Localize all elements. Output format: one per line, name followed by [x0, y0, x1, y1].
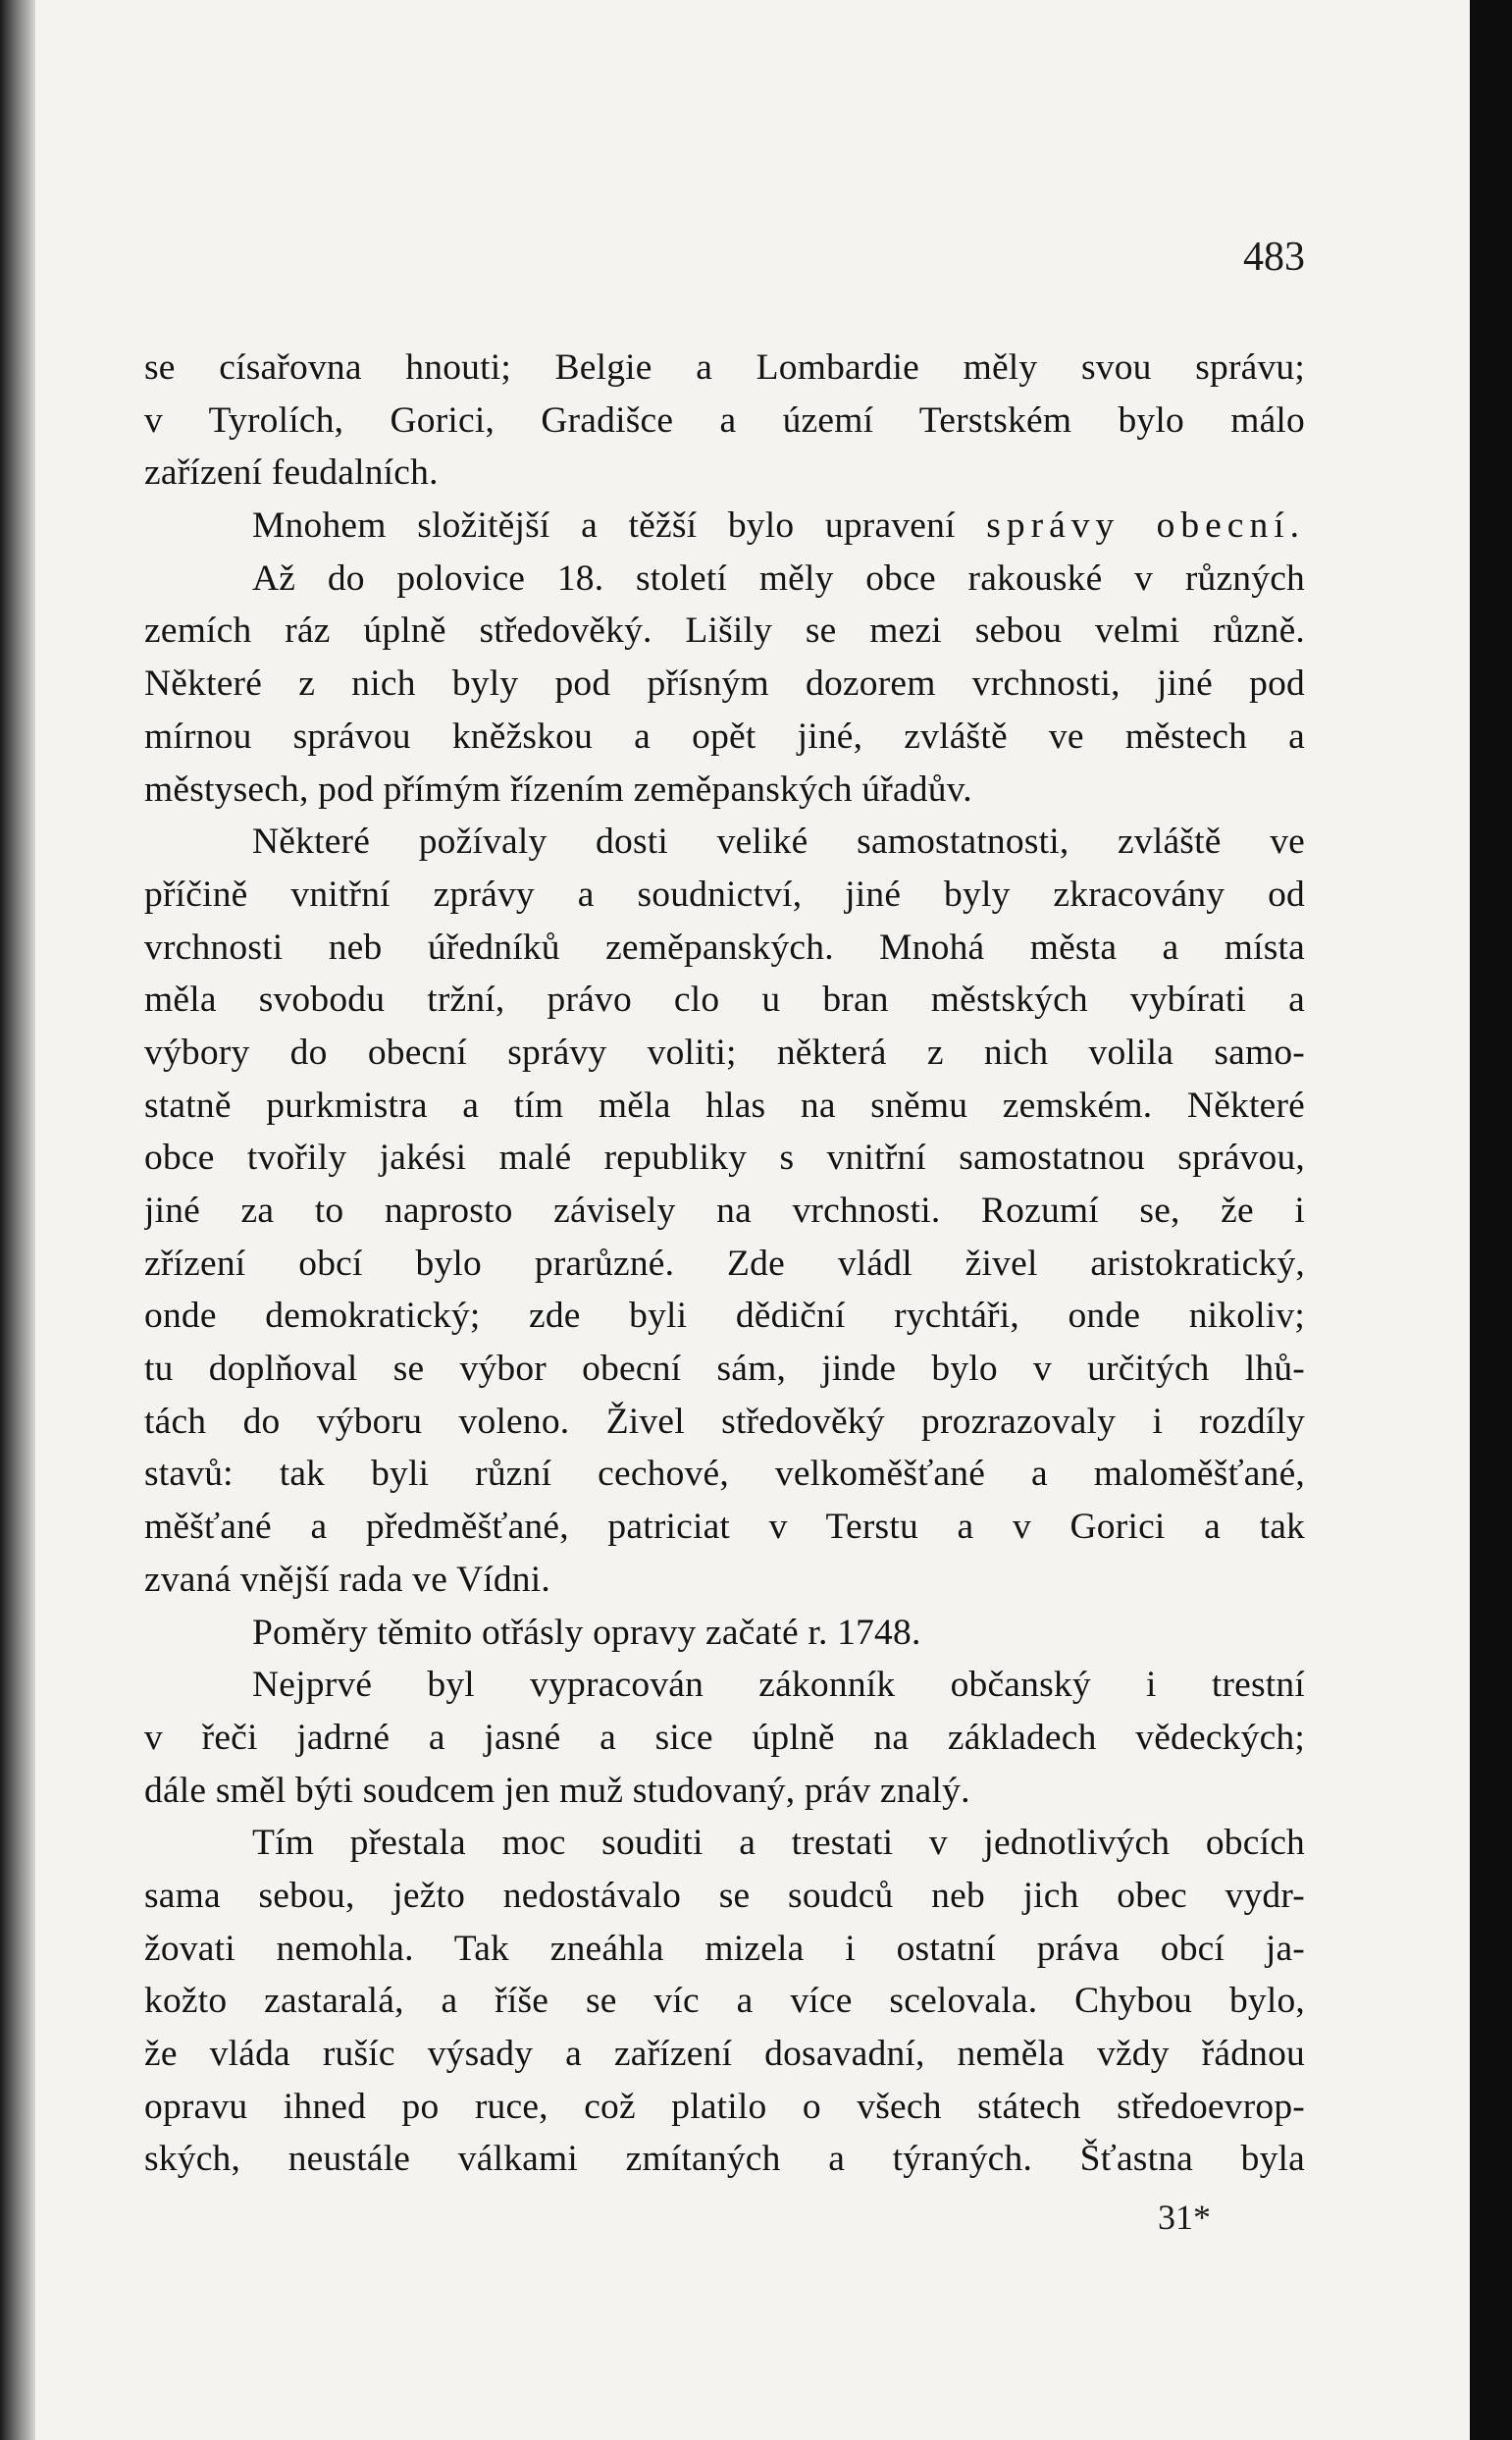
text-line: žovati nemohla. Tak zneáhla mizela i ostatní práva obcí ja-: [144, 1928, 1305, 1969]
text-line: kožto zastaralá, a říše se víc a více scelovala. Chybou bylo,: [144, 1981, 1305, 2022]
text-line: Tím přestala moc souditi a trestati v jednotlivých obcích: [252, 1823, 1305, 1864]
spaced-emphasis: správy obecní.: [986, 505, 1305, 547]
text-line: Některé požívaly dosti veliké samostatnosti, zvláště ve: [252, 822, 1305, 863]
text-line: zřízení obcí bylo prarůzné. Zde vládl živel aristokratický,: [144, 1243, 1305, 1284]
text-line: dále směl býti soudcem jen muž studovaný, práv znalý.: [144, 1770, 970, 1811]
text-line: opravu ihned po ruce, což platilo o všech státech středoevrop-: [144, 2086, 1305, 2127]
text-line: Některé z nich byly pod přísným dozorem vrchnosti, jiné pod: [144, 663, 1305, 705]
text-line: měla svobodu tržní, právo clo u bran městských vybírati a: [144, 980, 1305, 1021]
text-line: výbory do obecní správy voliti; některá z nich volila samo-: [144, 1032, 1305, 1073]
signature-mark: 31*: [1158, 2198, 1211, 2237]
body-text: [144, 342, 1305, 2186]
text-line: zemích ráz úplně středověký. Lišily se mezi sebou velmi různě.: [144, 610, 1305, 652]
text-line: sama sebou, ježto nedostávalo se soudců neb jich obec vydr-: [144, 1875, 1305, 1916]
text-line: zvaná vnější rada ve Vídni.: [144, 1559, 550, 1600]
text-line: onde demokratický; zde byli dědiční rychtáři, onde nikoliv;: [144, 1296, 1305, 1337]
binding-shadow: [0, 0, 35, 2440]
text-line: městysech, pod přímým řízením zeměpanských úřadův.: [144, 769, 972, 810]
text-line: vrchnosti neb úředníků zeměpanských. Mnohá města a místa: [144, 927, 1305, 968]
text-line: obce tvořily jakési malé republiky s vnitřní samostatnou správou,: [144, 1138, 1305, 1179]
text-line: v Tyrolích, Gorici, Gradišce a území Terstském bylo málo: [144, 399, 1305, 441]
text-line: mírnou správou kněžskou a opět jiné, zvláště ve městech a: [144, 716, 1305, 757]
text-line: tách do výboru voleno. Živel středověký prozrazovaly i rozdíly: [144, 1401, 1305, 1442]
text-line: v řeči jadrné a jasné a sice úplně na základech vědeckých;: [144, 1717, 1305, 1758]
text-line: měšťané a předměšťané, patriciat v Terstu a v Gorici a tak: [144, 1507, 1305, 1548]
text-line: [144, 500, 1305, 553]
text-line: Nejprvé byl vypracován zákonník občanský i trestní: [252, 1665, 1305, 1706]
text-line: ských, neustále válkami zmítaných a týraných. Šťastna byla: [144, 2139, 1305, 2180]
text-line: Až do polovice 18. století měly obce rakouské v různých: [252, 557, 1305, 599]
text-line: že vláda rušíc výsady a zařízení dosavadní, neměla vždy řádnou: [144, 2034, 1305, 2074]
text-line: stavů: tak byli různí cechové, velkoměšťané a maloměšťané,: [144, 1454, 1305, 1495]
text-line: Poměry těmito otřásly opravy začaté r. 1748.: [252, 1612, 921, 1653]
page-number: 483: [1243, 235, 1305, 280]
text-segment: Mnohem složitější a těžší bylo upravení: [252, 505, 956, 547]
text-line: tu doplňoval se výbor obecní sám, jinde bylo v určitých lhů-: [144, 1349, 1305, 1390]
text-line: zařízení feudalních.: [144, 452, 439, 494]
text-line: se císařovna hnouti; Belgie a Lombardie měly svou správu;: [144, 347, 1305, 388]
text-line: statně purkmistra a tím měla hlas na sněmu zemském. Některé: [144, 1085, 1305, 1126]
text-line: jiné za to naprosto závisely na vrchnosti. Rozumí se, že i: [144, 1191, 1305, 1231]
text-line: příčině vnitřní zprávy a soudnictví, jiné byly zkracovány od: [144, 874, 1305, 915]
